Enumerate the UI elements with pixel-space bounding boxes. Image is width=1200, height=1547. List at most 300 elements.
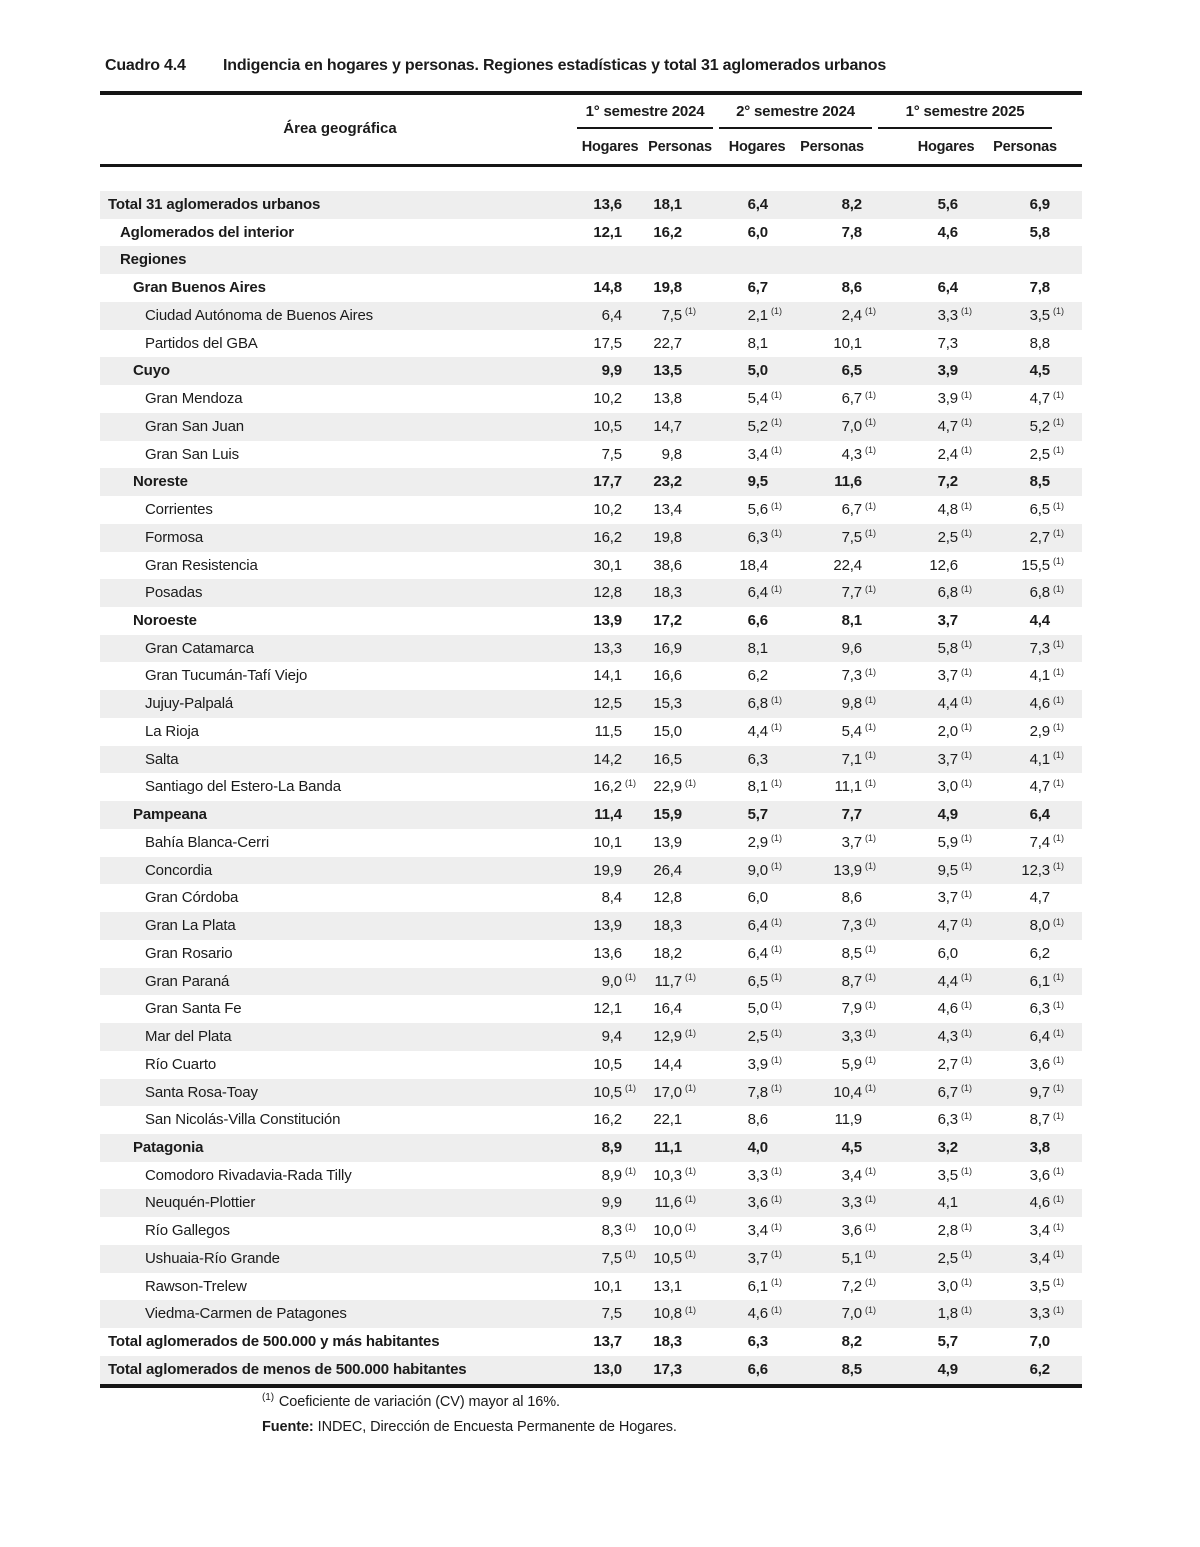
cv-superscript: (1) (961, 666, 972, 677)
cell-value: 38,6 (653, 556, 682, 574)
cell-value: 12,1 (593, 1000, 622, 1018)
cv-superscript: (1) (1053, 500, 1064, 511)
cv-superscript: (1) (1053, 666, 1064, 677)
cv-superscript: (1) (771, 722, 782, 733)
row-label: Gran Resistencia (145, 556, 258, 574)
col-header-area: Área geográfica (283, 120, 397, 137)
cell-value: 7,7 (841, 584, 862, 602)
cell-value: 4,7 (937, 417, 958, 435)
cell-value: 13,4 (653, 501, 682, 519)
cv-superscript: (1) (771, 1027, 782, 1038)
cv-superscript: (1) (865, 777, 876, 788)
cell-value: 4,9 (937, 806, 958, 824)
cell-value: 13,9 (593, 917, 622, 935)
cv-superscript: (1) (625, 972, 636, 983)
cell-value: 16,2 (653, 223, 682, 241)
table-row (100, 357, 1082, 385)
cell-value: 10,1 (833, 334, 862, 352)
cell-value: 10,1 (593, 1277, 622, 1295)
cell-value: 8,1 (747, 334, 768, 352)
cell-value: 3,6 (1029, 1166, 1050, 1184)
cell-value: 3,5 (1029, 306, 1050, 324)
table-row (100, 1023, 1082, 1051)
cell-value: 16,9 (653, 639, 682, 657)
cell-value: 14,7 (653, 417, 682, 435)
row-label: Gran Paraná (145, 972, 230, 990)
cv-superscript: (1) (865, 750, 876, 761)
cell-value: 3,2 (937, 1138, 958, 1156)
cell-value: 2,1 (747, 306, 768, 324)
cell-value: 4,4 (1029, 612, 1050, 630)
cell-value: 11,4 (594, 806, 622, 824)
cv-superscript: (1) (1053, 1027, 1064, 1038)
cell-value: 9,5 (937, 861, 958, 879)
cv-superscript: (1) (771, 861, 782, 872)
row-label: Gran Rosario (145, 944, 233, 962)
cv-superscript: (1) (771, 445, 782, 456)
table-row (100, 857, 1082, 885)
cell-value: 16,2 (593, 528, 622, 546)
row-label: Concordia (145, 861, 213, 879)
cell-value: 5,8 (1029, 223, 1050, 241)
cv-superscript: (1) (771, 1249, 782, 1260)
cv-superscript: (1) (1053, 1193, 1064, 1204)
table-row (100, 718, 1082, 746)
cv-superscript: (1) (771, 528, 782, 539)
cell-value: 5,6 (747, 501, 768, 519)
cv-superscript: (1) (1053, 1083, 1064, 1093)
row-label: Gran La Plata (145, 917, 236, 935)
col-header-hogares-1: Hogares (581, 139, 639, 155)
cv-superscript: (1) (1053, 306, 1064, 317)
cv-superscript: (1) (961, 445, 972, 456)
cell-value: 3,3 (937, 306, 958, 324)
cell-value: 7,0 (841, 417, 862, 435)
cv-superscript: (1) (961, 777, 972, 788)
cv-superscript: (1) (1053, 1249, 1064, 1260)
table-row (100, 1189, 1082, 1217)
cv-superscript: (1) (1053, 861, 1064, 872)
cell-value: 13,1 (653, 1277, 682, 1295)
cell-value: 7,9 (841, 1000, 862, 1018)
cell-value: 13,9 (653, 833, 682, 851)
cv-superscript: (1) (865, 972, 876, 983)
cell-value: 2,5 (1029, 445, 1050, 463)
cell-value: 30,1 (593, 556, 622, 574)
cv-superscript: (1) (865, 500, 876, 511)
cell-value: 4,8 (937, 501, 958, 519)
cv-superscript: (1) (1053, 694, 1064, 705)
cell-value: 3,3 (841, 1028, 862, 1046)
cv-superscript: (1) (1053, 389, 1064, 400)
table-row (100, 995, 1082, 1023)
cell-value: 5,8 (937, 639, 958, 657)
cell-value: 4,6 (937, 1000, 958, 1018)
cell-value: 7,5 (601, 445, 622, 463)
bottom-rule (100, 1384, 1082, 1388)
cv-superscript: (1) (1053, 528, 1064, 539)
cv-superscript: (1) (771, 583, 782, 594)
cv-superscript: (1) (865, 1055, 876, 1066)
cell-value: 12,8 (593, 584, 622, 602)
cv-superscript: (1) (961, 1083, 972, 1093)
cell-value: 8,1 (747, 778, 768, 796)
cv-superscript: (1) (771, 833, 782, 844)
cell-value: 7,3 (1029, 639, 1050, 657)
cell-value: 9,8 (841, 695, 862, 713)
row-label: Neuquén-Plottier (145, 1194, 256, 1212)
cell-value: 13,6 (593, 944, 622, 962)
cv-superscript: (1) (1053, 1166, 1064, 1177)
cell-value: 9,0 (747, 861, 768, 879)
cell-value: 11,1 (834, 778, 862, 796)
cv-superscript: (1) (625, 1249, 636, 1260)
cv-superscript: (1) (771, 916, 782, 927)
cell-value: 6,3 (747, 1333, 768, 1351)
col-header-hogares-3: Hogares (917, 139, 975, 155)
cell-value: 3,3 (1029, 1305, 1050, 1323)
cell-value: 10,5 (653, 1249, 682, 1267)
cell-value: 16,2 (593, 1111, 622, 1129)
cv-superscript: (1) (771, 777, 782, 788)
cell-value: 5,1 (841, 1249, 862, 1267)
cell-value: 6,6 (747, 612, 768, 630)
cell-value: 22,7 (653, 334, 682, 352)
cell-value: 6,4 (1029, 806, 1050, 824)
cv-superscript: (1) (961, 389, 972, 400)
cell-value: 13,3 (593, 639, 622, 657)
cell-value: 8,8 (1029, 334, 1050, 352)
cell-value: 5,9 (841, 1055, 862, 1073)
footnote-text: Coeficiente de variación (CV) mayor al 16%. (278, 1393, 560, 1410)
cv-superscript: (1) (865, 944, 876, 955)
cv-superscript: (1) (961, 1221, 972, 1232)
cell-value: 6,4 (747, 944, 768, 962)
cell-value: 7,5 (841, 528, 862, 546)
cell-value: 8,0 (1029, 917, 1050, 935)
cv-superscript: (1) (685, 1166, 696, 1177)
cell-value: 3,7 (937, 612, 958, 630)
cell-value: 6,7 (747, 279, 768, 297)
cell-value: 3,4 (841, 1166, 862, 1184)
table-row (100, 191, 1082, 219)
cv-superscript: (1) (771, 306, 782, 317)
col-group-2sem2024: 2° semestre 2024 (736, 103, 855, 120)
cell-value: 3,5 (937, 1166, 958, 1184)
cell-value: 22,1 (653, 1111, 682, 1129)
table-row (100, 1328, 1082, 1356)
cell-value: 9,0 (601, 972, 622, 990)
cell-value: 3,7 (841, 833, 862, 851)
cell-value: 6,3 (1029, 1000, 1050, 1018)
cv-superscript: (1) (1053, 750, 1064, 761)
cv-superscript: (1) (961, 1249, 972, 1260)
cell-value: 4,7 (1029, 390, 1050, 408)
cv-superscript: (1) (961, 1027, 972, 1038)
cell-value: 5,4 (747, 390, 768, 408)
cell-value: 10,8 (653, 1305, 682, 1323)
cell-value: 4,6 (747, 1305, 768, 1323)
cell-value: 5,7 (747, 806, 768, 824)
row-label: Total aglomerados de menos de 500.000 habitantes (108, 1360, 467, 1378)
cell-value: 6,4 (747, 917, 768, 935)
cell-value: 7,0 (1029, 1333, 1050, 1351)
cv-superscript: (1) (1053, 916, 1064, 927)
cell-value: 11,6 (654, 1194, 682, 1212)
row-label: Viedma-Carmen de Patagones (145, 1305, 347, 1323)
table-row (100, 552, 1082, 580)
cell-value: 6,4 (601, 306, 622, 324)
cell-value: 11,5 (594, 722, 622, 740)
cell-value: 4,4 (747, 722, 768, 740)
cv-superscript: (1) (771, 1277, 782, 1288)
cell-value: 12,5 (593, 695, 622, 713)
cell-value: 8,3 (601, 1222, 622, 1240)
cell-value: 17,7 (593, 473, 622, 491)
row-label: Patagonia (133, 1138, 204, 1156)
row-label: La Rioja (145, 722, 199, 740)
cv-superscript: (1) (961, 722, 972, 733)
cv-superscript: (1) (1053, 833, 1064, 844)
cell-value: 6,5 (1029, 501, 1050, 519)
cell-value: 9,4 (601, 1028, 622, 1046)
cv-superscript: (1) (685, 1221, 696, 1232)
row-label: Gran San Luis (145, 445, 239, 463)
cv-superscript: (1) (961, 861, 972, 872)
cell-value: 12,8 (653, 889, 682, 907)
table-row (100, 1106, 1082, 1134)
cv-superscript: (1) (865, 1221, 876, 1232)
table-row (100, 1356, 1082, 1384)
cv-superscript: (1) (865, 999, 876, 1010)
row-label: Salta (145, 750, 179, 768)
cell-value: 6,4 (1029, 1028, 1050, 1046)
cv-superscript: (1) (865, 1166, 876, 1177)
cv-superscript: (1) (961, 833, 972, 844)
row-label: Noroeste (133, 612, 197, 630)
table-row (100, 579, 1082, 607)
cv-superscript: (1) (771, 972, 782, 983)
footnote (262, 1392, 560, 1410)
cell-value: 14,1 (593, 667, 622, 685)
cv-superscript: (1) (685, 1249, 696, 1260)
table-row (100, 940, 1082, 968)
cell-value: 3,6 (841, 1222, 862, 1240)
cell-value: 16,2 (593, 778, 622, 796)
cell-value: 10,2 (593, 501, 622, 519)
cv-superscript: (1) (1053, 1110, 1064, 1121)
table-row (100, 468, 1082, 496)
table-row (100, 274, 1082, 302)
cv-superscript: (1) (865, 306, 876, 317)
cell-value: 18,3 (653, 584, 682, 602)
cv-superscript: (1) (771, 999, 782, 1010)
cv-superscript: (1) (961, 500, 972, 511)
cell-value: 14,2 (593, 750, 622, 768)
table-row (100, 635, 1082, 663)
cv-superscript: (1) (771, 1055, 782, 1066)
group-rule-2 (719, 127, 872, 129)
cv-superscript: (1) (961, 1110, 972, 1121)
cv-superscript: (1) (865, 833, 876, 844)
col-header-personas-3: Personas (993, 139, 1057, 155)
cell-value: 2,9 (1029, 722, 1050, 740)
cell-value: 3,7 (937, 667, 958, 685)
cv-superscript: (1) (865, 1193, 876, 1204)
cell-value: 8,1 (747, 639, 768, 657)
cell-value: 10,3 (653, 1166, 682, 1184)
cv-superscript: (1) (865, 1083, 876, 1093)
row-label: Posadas (145, 584, 203, 602)
cell-value: 3,9 (937, 362, 958, 380)
cell-value: 9,7 (1029, 1083, 1050, 1101)
table-row (100, 912, 1082, 940)
table-row (100, 1217, 1082, 1245)
cell-value: 8,7 (841, 972, 862, 990)
cell-value: 6,0 (747, 889, 768, 907)
cv-superscript: (1) (1053, 722, 1064, 733)
cell-value: 7,3 (937, 334, 958, 352)
cell-value: 8,1 (841, 612, 862, 630)
cell-value: 9,5 (747, 473, 768, 491)
row-label: Santa Rosa-Toay (145, 1083, 258, 1101)
cv-superscript: (1) (865, 1249, 876, 1260)
cell-value: 2,5 (937, 528, 958, 546)
row-label: Gran Buenos Aires (133, 279, 266, 297)
cv-superscript: (1) (865, 694, 876, 705)
col-header-personas-2: Personas (800, 139, 864, 155)
cv-superscript: (1) (685, 777, 696, 788)
cell-value: 7,3 (841, 917, 862, 935)
cell-value: 6,5 (747, 972, 768, 990)
cell-value: 8,7 (1029, 1111, 1050, 1129)
cell-value: 8,6 (841, 279, 862, 297)
table-row (100, 302, 1082, 330)
cv-superscript: (1) (961, 888, 972, 899)
cell-value: 6,4 (937, 279, 958, 297)
cell-value: 2,4 (937, 445, 958, 463)
cell-value: 13,0 (593, 1360, 622, 1378)
cv-superscript: (1) (771, 1193, 782, 1204)
table-body (100, 191, 1082, 1384)
cell-value: 14,4 (653, 1055, 682, 1073)
cv-superscript: (1) (961, 1277, 972, 1288)
cell-value: 5,0 (747, 362, 768, 380)
table-header (100, 91, 1082, 167)
cell-value: 3,4 (747, 1222, 768, 1240)
cell-value: 4,3 (937, 1028, 958, 1046)
cell-value: 6,0 (937, 944, 958, 962)
cell-value: 3,0 (937, 778, 958, 796)
cv-superscript: (1) (771, 389, 782, 400)
header-bottom-rule (100, 164, 1082, 168)
cv-superscript: (1) (961, 999, 972, 1010)
group-rule-1 (577, 127, 713, 129)
cell-value: 8,6 (747, 1111, 768, 1129)
table-row (100, 524, 1082, 552)
row-label: Ciudad Autónoma de Buenos Aires (145, 306, 374, 324)
cell-value: 8,5 (1029, 473, 1050, 491)
cell-value: 4,0 (747, 1138, 768, 1156)
cell-value: 16,4 (653, 1000, 682, 1018)
cell-value: 6,3 (747, 750, 768, 768)
cv-superscript: (1) (1053, 556, 1064, 567)
row-label: Gran Mendoza (145, 390, 243, 408)
cell-value: 13,6 (593, 196, 622, 213)
cv-superscript: (1) (771, 500, 782, 511)
cell-value: 4,1 (937, 1194, 958, 1212)
cell-value: 18,3 (653, 917, 682, 935)
cell-value: 16,6 (653, 667, 682, 685)
cell-value: 4,6 (1029, 695, 1050, 713)
cv-superscript: (1) (865, 445, 876, 456)
cell-value: 6,7 (937, 1083, 958, 1101)
cell-value: 9,6 (841, 639, 862, 657)
row-label: Río Gallegos (145, 1222, 230, 1240)
cell-value: 9,9 (601, 362, 622, 380)
cell-value: 5,2 (1029, 417, 1050, 435)
cell-value: 2,7 (1029, 528, 1050, 546)
table-row (100, 246, 1082, 274)
cv-superscript: (1) (1053, 583, 1064, 594)
cell-value: 17,0 (653, 1083, 682, 1101)
cell-value: 6,4 (747, 196, 768, 213)
cell-value: 18,4 (739, 556, 768, 574)
cell-value: 4,4 (937, 695, 958, 713)
cell-value: 15,9 (653, 806, 682, 824)
table-row (100, 1079, 1082, 1107)
cell-value: 19,8 (653, 279, 682, 297)
table-row (100, 829, 1082, 857)
cell-value: 13,5 (653, 362, 682, 380)
cell-value: 8,4 (601, 889, 622, 907)
cell-value: 13,7 (593, 1333, 622, 1351)
cv-superscript: (1) (961, 1166, 972, 1177)
table-row (100, 1051, 1082, 1079)
table-row (100, 385, 1082, 413)
row-label: Corrientes (145, 501, 213, 519)
cell-value: 7,5 (661, 306, 682, 324)
cv-superscript: (1) (1053, 972, 1064, 983)
cell-value: 10,0 (653, 1222, 682, 1240)
cell-value: 19,9 (593, 861, 622, 879)
cell-value: 15,5 (1021, 556, 1050, 574)
cv-superscript: (1) (865, 389, 876, 400)
cv-superscript: (1) (961, 694, 972, 705)
cell-value: 23,2 (653, 473, 682, 491)
row-label: Gran Córdoba (145, 889, 239, 907)
cell-value: 6,3 (747, 528, 768, 546)
cv-superscript: (1) (865, 916, 876, 927)
cv-superscript: (1) (865, 1304, 876, 1315)
cell-value: 7,8 (747, 1083, 768, 1101)
row-label: Partidos del GBA (145, 334, 258, 352)
cell-value: 18,3 (653, 1333, 682, 1351)
cell-value: 5,6 (937, 196, 958, 213)
cell-value: 8,6 (841, 889, 862, 907)
cell-value: 10,5 (593, 1055, 622, 1073)
cell-value: 3,9 (937, 390, 958, 408)
table-row (100, 441, 1082, 469)
cv-superscript: (1) (771, 1304, 782, 1315)
cell-value: 11,1 (654, 1138, 682, 1156)
cell-value: 13,8 (653, 390, 682, 408)
cell-value: 6,8 (937, 584, 958, 602)
cell-value: 13,9 (593, 612, 622, 630)
cell-value: 8,9 (601, 1166, 622, 1184)
row-label: Aglomerados del interior (120, 223, 294, 241)
cv-superscript: (1) (961, 750, 972, 761)
